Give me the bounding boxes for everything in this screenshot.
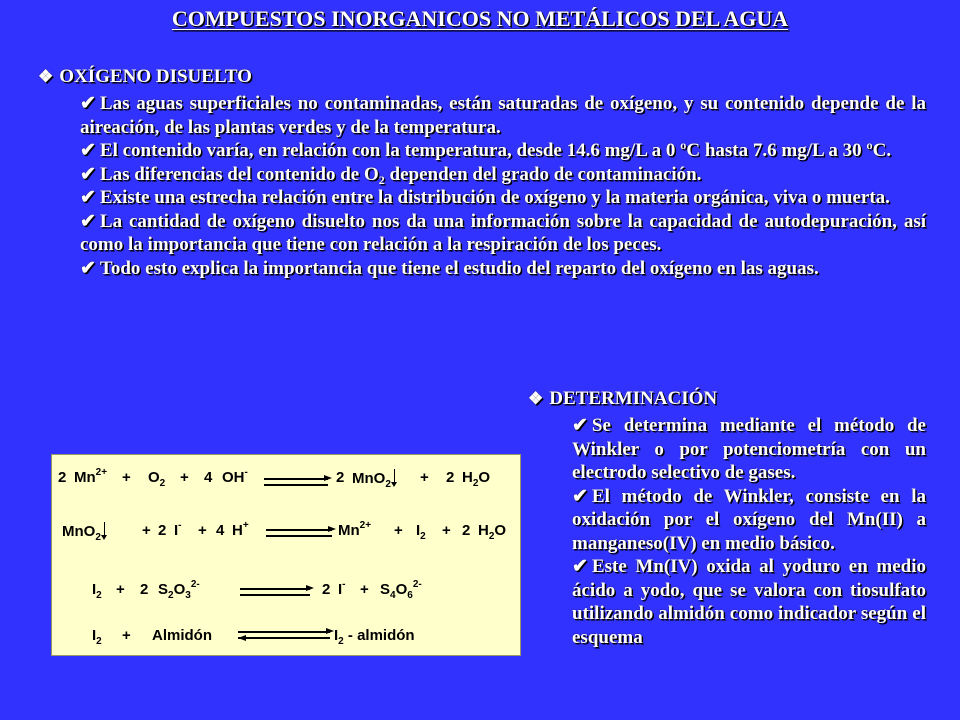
section-heading-determinacion bbox=[528, 388, 717, 410]
formula-o2: $O_2$ bbox=[148, 469, 166, 489]
section-heading-label: DETERMINACIÓN bbox=[549, 388, 718, 409]
coefficient: 2 bbox=[336, 469, 345, 486]
formula-h-plus: H+ bbox=[232, 520, 249, 539]
list-item bbox=[80, 186, 926, 210]
checkmark-icon: ✔ bbox=[572, 556, 588, 577]
formula-i2: $I_2$ bbox=[92, 627, 102, 647]
slide-title: COMPUESTOS INORGANICOS NO METÁLICOS DEL AGUA bbox=[171, 6, 789, 31]
plus-sign: + bbox=[394, 522, 403, 539]
formula-mno2: MnO$_2$ bbox=[352, 469, 395, 487]
list-item-text: Existe una estrecha relación entre la distribución de oxígeno y la materia orgánica, viva o muerta. bbox=[99, 187, 890, 208]
precipitate-arrow-icon bbox=[394, 469, 396, 485]
plus-sign: + bbox=[180, 469, 189, 486]
subscript: 2 bbox=[378, 172, 385, 187]
list-item-text: Se determina mediante el método de Winkler o por potenciometría con un electrodo selectivo de gases. bbox=[572, 415, 926, 483]
formula-i2: $I_2$ bbox=[416, 522, 426, 542]
plus-sign: + bbox=[420, 469, 429, 486]
list-item-text: Las aguas superficiales no contaminadas, están saturadas de oxígeno, y su contenido depende de la aireación, de las plantas verdes y de la temperatura. bbox=[80, 93, 926, 138]
list-item bbox=[80, 139, 926, 163]
determinacion-list bbox=[572, 414, 926, 649]
list-item-text: La cantidad de oxígeno disuelto nos da una información sobre la capacidad de autodepuración, así como la importancia que tiene con relación a la respiración de los peces. bbox=[80, 210, 926, 255]
oxigeno-list bbox=[80, 92, 926, 280]
list-item bbox=[80, 163, 926, 187]
coefficient: 4 bbox=[204, 469, 213, 486]
coefficient: 2 bbox=[446, 469, 455, 486]
coefficient: 2 bbox=[140, 581, 149, 598]
checkmark-icon: ✔ bbox=[80, 210, 96, 232]
diamond-bullet-icon: ❖ bbox=[528, 389, 544, 408]
coefficient: 2 bbox=[322, 581, 331, 598]
plus-sign: + bbox=[442, 522, 451, 539]
list-item-text: El contenido varía, en relación con la temperatura, desde 14.6 mg/L a 0 ºC hasta 7.6 mg/L a 30 ºC. bbox=[99, 140, 892, 161]
precipitate-arrow-icon bbox=[104, 522, 106, 538]
plus-sign: + bbox=[142, 522, 151, 539]
list-item-text: Todo esto explica la importancia que tiene el estudio del reparto del oxígeno en las aguas. bbox=[99, 257, 819, 279]
formula-thiosulfate: $S_2O_3^{2-}$ bbox=[158, 579, 200, 601]
checkmark-icon: ✔ bbox=[572, 415, 588, 436]
formula-mn: $Mn^{2+}$ bbox=[74, 467, 108, 486]
list-item-text: dependen del grado de contaminación. bbox=[384, 163, 702, 185]
formula-tetrathionate: $S_4O_6^{2-}$ bbox=[380, 579, 422, 601]
checkmark-icon: ✔ bbox=[80, 163, 96, 185]
coefficient: 2 bbox=[158, 522, 167, 539]
checkmark-icon: ✔ bbox=[80, 187, 96, 208]
formula-oh: OH- bbox=[222, 467, 248, 486]
formula-i2: $I_2$ bbox=[92, 581, 102, 601]
coefficient: 2 bbox=[58, 469, 67, 486]
checkmark-icon: ✔ bbox=[80, 93, 96, 114]
section-heading-oxigeno bbox=[38, 66, 252, 88]
plus-sign: + bbox=[198, 522, 207, 539]
list-item bbox=[80, 92, 926, 139]
section-heading-label: OXÍGENO DISUELTO bbox=[59, 66, 252, 87]
plus-sign: + bbox=[122, 627, 131, 644]
list-item bbox=[80, 257, 926, 281]
list-item-text: El método de Winkler, consiste en la oxidación por el oxígeno del Mn(II) a manganeso(IV) en medio básico. bbox=[572, 485, 926, 554]
list-item bbox=[572, 414, 926, 485]
list-item-text: Las diferencias del contenido de O bbox=[99, 163, 379, 185]
formula-mn: $Mn^{2+}$ bbox=[338, 520, 372, 539]
almidon-label: Almidón bbox=[152, 627, 212, 644]
coefficient: 4 bbox=[216, 522, 225, 539]
list-item bbox=[80, 210, 926, 257]
checkmark-icon: ✔ bbox=[80, 257, 96, 279]
formula-iodide: I- bbox=[174, 520, 182, 539]
formula-mno2: MnO$_2$ bbox=[62, 522, 105, 540]
list-item-text: Este Mn(IV) oxida al yoduro en medio ácido a yodo, que se valora con tiosulfato utilizando almidón como indicador según el esquema bbox=[572, 556, 926, 648]
coefficient: 2 bbox=[462, 522, 471, 539]
list-item bbox=[572, 485, 926, 556]
checkmark-icon: ✔ bbox=[80, 140, 96, 161]
formula-iodide: I- bbox=[338, 579, 346, 598]
plus-sign: + bbox=[360, 581, 369, 598]
diamond-bullet-icon: ❖ bbox=[38, 67, 54, 86]
formula-h2o: $H_2O$ bbox=[462, 469, 491, 489]
formula-h2o: $H_2O$ bbox=[478, 522, 507, 542]
plus-sign: + bbox=[122, 469, 131, 486]
formula-i2-almidon: $I_2$ - almidón bbox=[334, 627, 415, 647]
plus-sign: + bbox=[116, 581, 125, 598]
equations-box bbox=[51, 454, 521, 656]
list-item bbox=[572, 555, 926, 649]
checkmark-icon: ✔ bbox=[572, 485, 588, 507]
